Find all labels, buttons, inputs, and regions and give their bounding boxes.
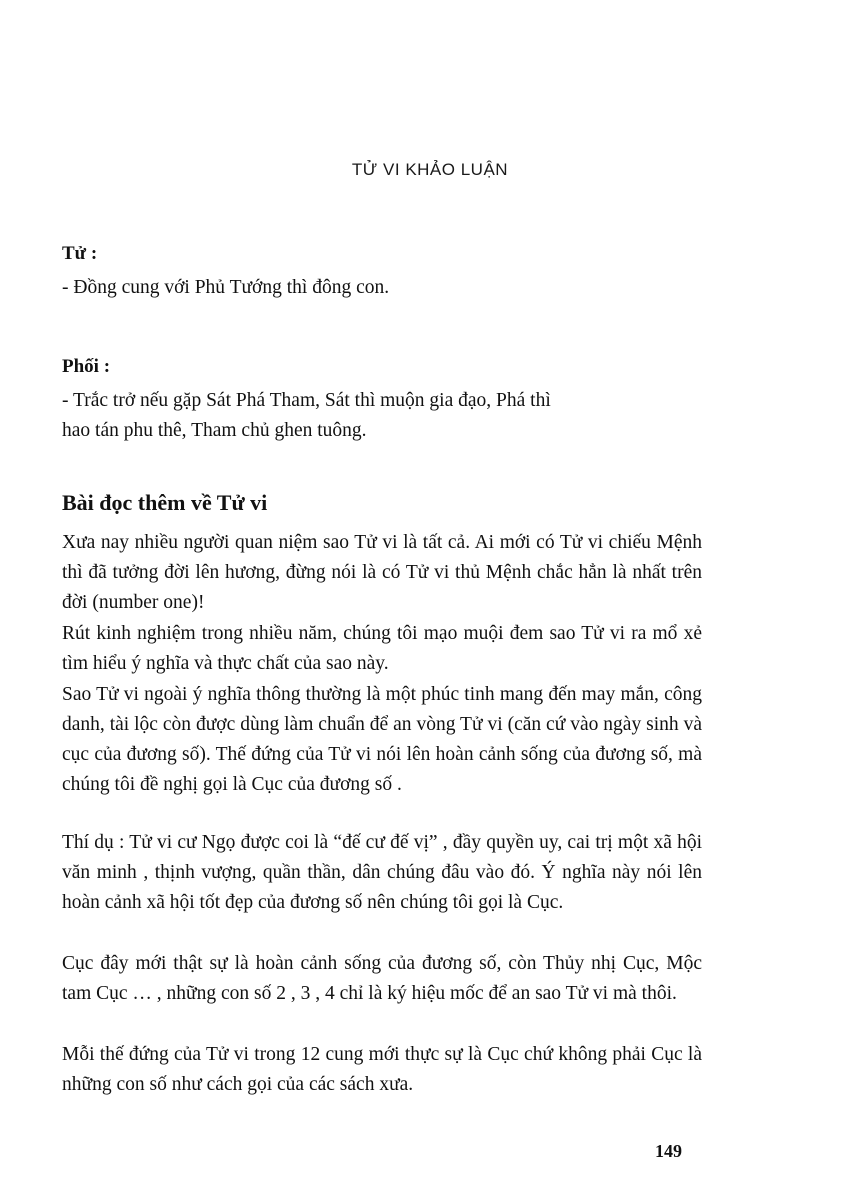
section-phoi xyxy=(62,356,702,446)
paragraph: Mỗi thế đứng của Tử vi trong 12 cung mới thực sự là Cục chứ không phải Cục là những con số như cách gọi của các sách xưa. xyxy=(62,1044,702,1095)
paragraph: Rút kinh nghiệm trong nhiều năm, chúng tôi mạo muội đem sao Tử vi ra mổ xẻ tìm hiểu ý nghĩa và thực chất của sao này. xyxy=(62,623,702,674)
article-paragraph-4 xyxy=(62,828,702,918)
article-heading: Bài đọc thêm về Tử vi xyxy=(62,490,268,515)
section-tu xyxy=(62,243,702,303)
page-number: 149 xyxy=(655,1141,682,1161)
article-paragraph-3 xyxy=(62,680,702,800)
paragraph: Cục đây mới thật sự là hoàn cảnh sống của đương số, còn Thủy nhị Cục, Mộc tam Cục … , những con số 2 , 3 , 4 chỉ là ký hiệu mốc để an sao Tử vi mà thôi. xyxy=(62,953,702,1004)
paragraph: Sao Tử vi ngoài ý nghĩa thông thường là một phúc tinh mang đến may mắn, công danh, tài lộc còn được dùng làm chuẩn để an vòng Tử vi (căn cứ vào ngày sinh và cục của đương số). Thế đứng của Tử vi nói lên hoàn cảnh sống của đương số, mà chúng tôi đề nghị gọi là Cục của đương số . xyxy=(62,684,702,795)
article-paragraph-2 xyxy=(62,619,702,679)
running-head: TỬ VI KHẢO LUẬN xyxy=(351,160,509,179)
article-paragraph-6 xyxy=(62,1040,702,1100)
section-line: - Trắc trở nếu gặp Sát Phá Tham, Sát thì muộn gia đạo, Phá thì xyxy=(62,390,551,411)
section-heading-tu: Tử : xyxy=(62,243,98,264)
paragraph: Thí dụ : Tử vi cư Ngọ được coi là “đế cư đế vị” , đầy quyền uy, cai trị một xã hội văn minh , thịnh vượng, quần thần, dân chúng đâu vào đó. Ý nghĩa này nói lên hoàn cảnh xã hội tốt đẹp của đương số nên chúng tôi gọi là Cục. xyxy=(62,832,702,913)
section-line: hao tán phu thê, Tham chủ ghen tuông. xyxy=(62,420,367,441)
section-line: - Đồng cung với Phủ Tướng thì đông con. xyxy=(62,277,390,298)
section-heading-phoi: Phối : xyxy=(62,356,111,377)
article-paragraph-1 xyxy=(62,528,702,618)
article-paragraph-5 xyxy=(62,949,702,1009)
paragraph: Xưa nay nhiều người quan niệm sao Tử vi là tất cả. Ai mới có Tử vi chiếu Mệnh thì đã tưởng đời lên hương, đừng nói là có Tử vi thủ Mệnh chắc hẳn là nhất trên đời (number one)! xyxy=(62,532,702,613)
article-title xyxy=(62,490,702,516)
